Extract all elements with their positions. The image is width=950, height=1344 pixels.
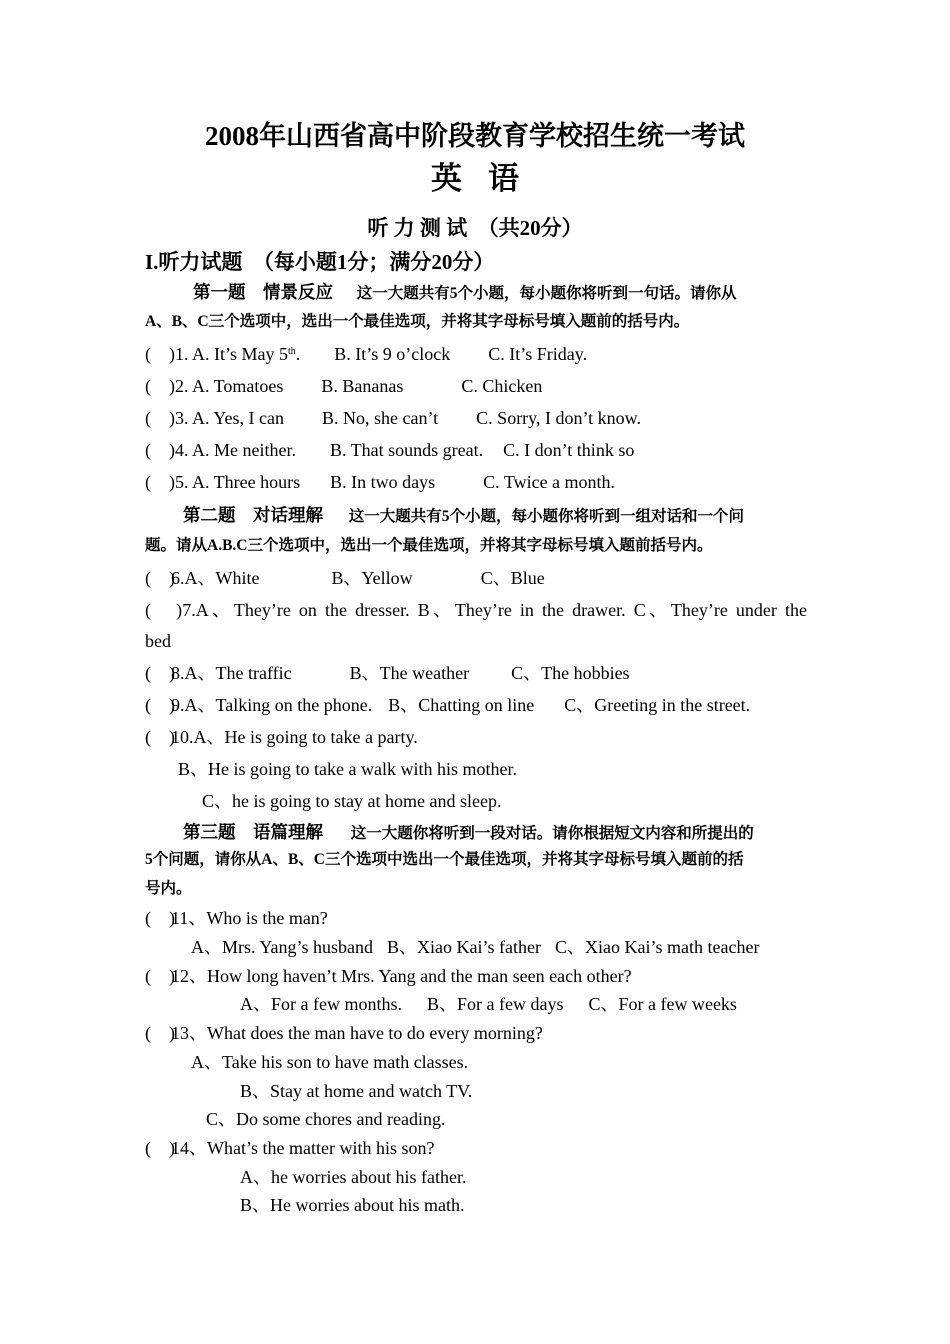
option-b: B. Bananas: [321, 376, 404, 396]
answer-bracket[interactable]: ( ): [145, 408, 175, 428]
question-13-option-b: B、Stay at home and watch TV.: [240, 1081, 473, 1101]
option-a: 7.A、They’re on the dresser.: [182, 600, 410, 620]
option-b: B. No, she can’t: [322, 408, 439, 428]
question-5: [145, 471, 615, 493]
option-c: C、For a few weeks: [588, 994, 737, 1014]
answer-bracket[interactable]: ( ): [145, 908, 175, 928]
option-b: B、They’re in the drawer.: [417, 600, 626, 620]
question-text: 14、What’s the matter with his son?: [171, 1138, 435, 1158]
option-a: 3. A. Yes, I can: [175, 408, 285, 428]
part3-instructions-line2: 5个问题，请你从A、B、C三个选项中选出一个最佳选项，并将其字母标号填入题前的括: [145, 851, 744, 868]
option-c: C、Xiao Kai’s math teacher: [555, 937, 760, 957]
question-8: [145, 662, 630, 684]
part3-instructions: [183, 822, 754, 844]
question-7-continuation: bed: [145, 631, 171, 651]
answer-bracket[interactable]: ( ): [145, 472, 175, 492]
question-1: [145, 343, 587, 365]
part2-heading: 第二题 对话理解: [183, 505, 323, 525]
part3-instructions-line1: 这一大题你将听到一段对话。请你根据短文内容和所提出的: [350, 825, 754, 842]
part2-instructions-line2: 题。请从A.B.C三个选项中，选出一个最佳选项，并将其字母标号填入题前括号内。: [145, 537, 713, 554]
part2-instructions-line1: 这一大题共有5个小题，每小题你将听到一组对话和一个问: [348, 508, 745, 525]
question-10-option-c: C、he is going to stay at home and sleep.: [202, 791, 502, 811]
part-title: 听 力 测 试 （共20分）: [367, 216, 583, 240]
question-4: [145, 439, 634, 461]
option-c: C. It’s Friday.: [488, 344, 588, 364]
option-a: 6.A、White: [171, 568, 260, 588]
option-c: C、Greeting in the street.: [564, 695, 751, 715]
part3-instructions-line3: 号内。: [145, 880, 192, 897]
answer-bracket[interactable]: ( ): [145, 695, 175, 715]
option-b: B、Yellow: [331, 568, 413, 588]
option-c: C、They’re under the: [633, 600, 808, 620]
option-a: 9.A、Talking on the phone.: [171, 695, 373, 715]
answer-bracket[interactable]: ( ): [145, 600, 183, 620]
option-c: C、The hobbies: [511, 663, 630, 683]
question-11: [145, 907, 328, 929]
option-a: A、Mrs. Yang’s husband: [191, 937, 374, 957]
option-c: C. I don’t think so: [503, 440, 635, 460]
part1-heading: 第一题 情景反应: [193, 282, 333, 302]
answer-bracket[interactable]: ( ): [145, 727, 175, 747]
question-13: [145, 1022, 543, 1044]
question-7: [145, 599, 807, 621]
part2-instructions: [183, 505, 744, 527]
option-b: B. In two days: [330, 472, 436, 492]
option-b: B、Xiao Kai’s father: [387, 937, 541, 957]
answer-bracket[interactable]: ( ): [145, 1023, 175, 1043]
answer-bracket[interactable]: ( ): [145, 568, 175, 588]
option-c: C. Twice a month.: [483, 472, 616, 492]
question-3: [145, 407, 641, 429]
question-2: [145, 375, 542, 397]
answer-bracket[interactable]: ( ): [145, 663, 175, 683]
answer-bracket[interactable]: ( ): [145, 1138, 175, 1158]
option-a: 2. A. Tomatoes: [175, 376, 284, 396]
question-11-options: [191, 936, 759, 958]
question-text: 12、How long haven’t Mrs. Yang and the man seen each other?: [171, 966, 632, 986]
option-c: C. Sorry, I don’t know.: [476, 408, 642, 428]
question-13-option-c: C、Do some chores and reading.: [206, 1109, 446, 1129]
question-13-option-a: A、Take his son to have math classes.: [191, 1052, 469, 1072]
question-14: [145, 1137, 434, 1159]
question-6: [145, 567, 545, 589]
exam-title: 2008年山西省高中阶段教育学校招生统一考试: [205, 121, 745, 151]
section-title: I.听力试题 （每小题1分；满分20分）: [145, 250, 495, 274]
question-text: 11、Who is the man?: [171, 908, 328, 928]
answer-bracket[interactable]: ( ): [145, 376, 175, 396]
option-c: C. Chicken: [461, 376, 543, 396]
option-b: B、For a few days: [426, 994, 564, 1014]
part1-instructions: [193, 282, 737, 304]
question-12: [145, 965, 632, 987]
answer-bracket[interactable]: ( ): [145, 966, 175, 986]
option-c: C、Blue: [480, 568, 545, 588]
option-b: B、The weather: [349, 663, 470, 683]
option-a: 10.A、He is going to take a party.: [171, 727, 418, 747]
option-a: 4. A. Me neither.: [175, 440, 296, 460]
question-14-option-a: A、he worries about his father.: [240, 1167, 467, 1187]
answer-bracket[interactable]: ( ): [145, 440, 175, 460]
question-14-option-b: B、He worries about his math.: [240, 1195, 465, 1215]
part1-instructions-line2: A、B、C三个选项中，选出一个最佳选项，并将其字母标号填入题前的括号内。: [145, 313, 690, 330]
answer-bracket[interactable]: ( ): [145, 344, 175, 364]
option-a: 1. A. It’s May 5th.: [175, 344, 301, 364]
option-a: A、For a few months.: [240, 994, 402, 1014]
option-a: 5. A. Three hours: [175, 472, 301, 492]
question-text: 13、What does the man have to do every morning?: [171, 1023, 543, 1043]
option-a: 8.A、The traffic: [171, 663, 292, 683]
question-9: [145, 694, 750, 716]
option-b: B. That sounds great.: [329, 440, 484, 460]
subject-title: 英语: [431, 161, 545, 196]
question-10: [145, 726, 418, 748]
option-b: B. It’s 9 o’clock: [334, 344, 451, 364]
question-10-option-b: B、He is going to take a walk with his mother.: [178, 759, 517, 779]
option-b: B、Chatting on line: [388, 695, 535, 715]
part1-instructions-line1: 这一大题共有5个小题，每小题你将听到一句话。请你从: [356, 285, 737, 302]
question-12-options: [240, 993, 737, 1015]
part3-heading: 第三题 语篇理解: [183, 822, 323, 842]
